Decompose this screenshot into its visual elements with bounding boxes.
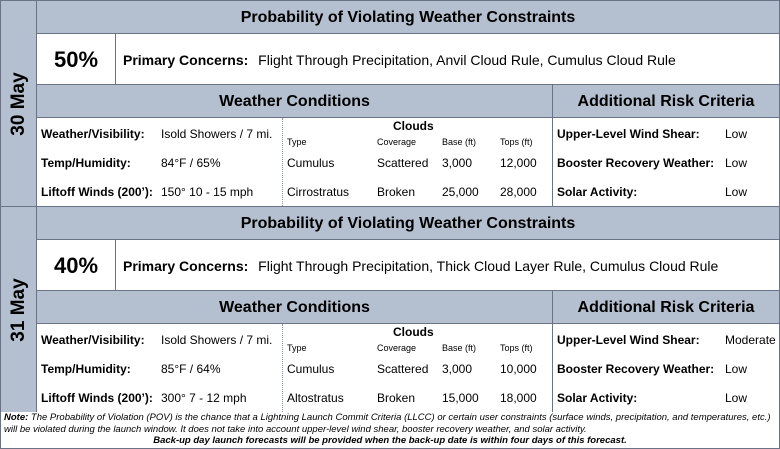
day-label <box>1 207 37 412</box>
condition-label: Liftoff Winds (200’): <box>41 391 153 405</box>
primary-concerns <box>123 240 718 290</box>
divider <box>282 324 283 412</box>
cloud-base: 3,000 <box>442 156 473 170</box>
condition-value: 150° 10 - 15 mph <box>161 185 254 199</box>
clouds-header: Type <box>287 137 307 147</box>
risk-label: Upper-Level Wind Shear: <box>557 333 700 347</box>
cloud-coverage: Broken <box>377 185 416 199</box>
risk-value: Low <box>725 185 748 199</box>
risk-value: Low <box>725 127 748 141</box>
pov-value: 40% <box>37 240 116 290</box>
risk-label: Booster Recovery Weather: <box>557 156 715 170</box>
pov-header: Probability of Violating Weather Constraints <box>37 1 779 34</box>
cloud-tops: 12,000 <box>500 156 537 170</box>
weather-conditions-header: Weather Conditions <box>37 291 553 324</box>
clouds-title: Clouds <box>393 119 434 133</box>
risk-criteria-header: Additional Risk Criteria <box>553 291 779 324</box>
condition-label: Weather/Visibility: <box>41 127 145 141</box>
cloud-base: 25,000 <box>442 185 479 199</box>
condition-value: 300° 7 - 12 mph <box>161 391 247 405</box>
concerns-label: Primary Concerns: <box>123 52 249 68</box>
divider <box>552 324 553 412</box>
condition-value: 84°F / 65% <box>161 156 221 170</box>
clouds-title: Clouds <box>393 325 434 339</box>
cloud-type: Altostratus <box>287 391 344 405</box>
condition-label: Temp/Humidity: <box>41 156 131 170</box>
pov-value: 50% <box>37 34 116 84</box>
day-date: 31 May <box>7 277 29 342</box>
risk-value: Low <box>725 362 748 376</box>
condition-value: Isold Showers / 7 mi. <box>161 127 273 141</box>
cloud-type: Cumulus <box>287 156 335 170</box>
clouds-header: Tops (ft) <box>500 137 533 147</box>
cloud-tops: 18,000 <box>500 391 537 405</box>
cloud-coverage: Broken <box>377 391 416 405</box>
condition-label: Liftoff Winds (200’): <box>41 185 153 199</box>
risk-label: Upper-Level Wind Shear: <box>557 127 700 141</box>
forecast-day-1 <box>1 1 779 206</box>
cloud-coverage: Scattered <box>377 362 429 376</box>
risk-label: Booster Recovery Weather: <box>557 362 715 376</box>
clouds-header: Type <box>287 343 307 353</box>
conditions-body <box>37 324 779 412</box>
divider <box>552 118 553 206</box>
primary-concerns <box>123 34 676 84</box>
clouds-header: Coverage <box>377 343 417 353</box>
condition-value: 85°F / 64% <box>161 362 221 376</box>
backup-note: Back-up day launch forecasts will be provided when the back-up date is within four days of this forecast. <box>153 435 627 446</box>
concerns-text: Flight Through Precipitation, Anvil Cloud Rule, Cumulus Cloud Rule <box>258 52 676 68</box>
weather-conditions-header: Weather Conditions <box>37 85 553 118</box>
cloud-type: Cirrostratus <box>287 185 350 199</box>
pov-row <box>37 34 779 85</box>
condition-label: Temp/Humidity: <box>41 362 131 376</box>
cloud-type: Cumulus <box>287 362 335 376</box>
clouds-header: Base (ft) <box>442 137 477 147</box>
cloud-tops: 10,000 <box>500 362 537 376</box>
pov-row <box>37 240 779 291</box>
note-text-line <box>4 412 776 435</box>
clouds-header: Base (ft) <box>442 343 477 353</box>
footnote <box>1 412 779 448</box>
forecast-day-2 <box>1 206 779 412</box>
note-label: Note: <box>4 412 29 423</box>
conditions-body <box>37 118 779 206</box>
day-label <box>1 1 37 206</box>
clouds-header: Tops (ft) <box>500 343 533 353</box>
cloud-base: 3,000 <box>442 362 473 376</box>
risk-value: Low <box>725 156 748 170</box>
risk-criteria-header: Additional Risk Criteria <box>553 85 779 118</box>
cloud-base: 15,000 <box>442 391 479 405</box>
condition-value: Isold Showers / 7 mi. <box>161 333 273 347</box>
divider <box>282 118 283 206</box>
condition-label: Weather/Visibility: <box>41 333 145 347</box>
note-text: The Probability of Violation (POV) is the chance that a Lightning Launch Commit Criteria (LLCC) or certain user constraints (surface winds, precipitation, and temperatures, etc.) will be violated during the launch window. It does not take into account upper-level wind shear, booster recovery weather, and solar activity. <box>4 412 771 435</box>
pov-header: Probability of Violating Weather Constraints <box>37 207 779 240</box>
concerns-text: Flight Through Precipitation, Thick Cloud Layer Rule, Cumulus Cloud Rule <box>258 258 719 274</box>
risk-label: Solar Activity: <box>557 185 638 199</box>
cloud-coverage: Scattered <box>377 156 429 170</box>
concerns-label: Primary Concerns: <box>123 258 249 274</box>
day-date: 30 May <box>7 71 29 136</box>
risk-label: Solar Activity: <box>557 391 638 405</box>
risk-value: Moderate <box>725 333 776 347</box>
risk-value: Low <box>725 391 748 405</box>
clouds-header: Coverage <box>377 137 417 147</box>
cloud-tops: 28,000 <box>500 185 537 199</box>
